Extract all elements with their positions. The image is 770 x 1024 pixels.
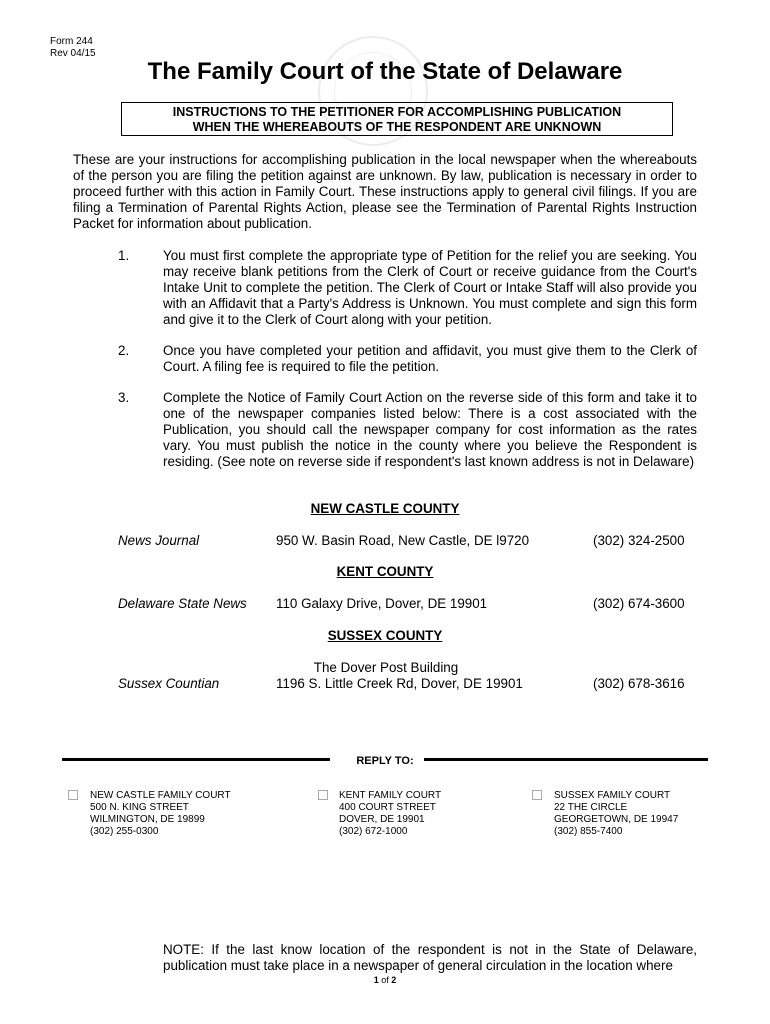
newspaper-name: Sussex Countian bbox=[118, 676, 220, 691]
instructions-heading-line1: INSTRUCTIONS TO THE PETITIONER FOR ACCOMPLISHING PUBLICATION bbox=[172, 105, 622, 119]
court-name: KENT FAMILY COURT bbox=[339, 790, 442, 801]
court-phone: (302) 855-7400 bbox=[554, 826, 623, 837]
newspaper-phone: (302) 324-2500 bbox=[593, 533, 685, 548]
instructions-heading-box bbox=[121, 102, 673, 136]
newspaper-phone: (302) 674-3600 bbox=[593, 596, 685, 611]
page-separator: of bbox=[381, 975, 389, 985]
court-street: 400 COURT STREET bbox=[339, 802, 436, 813]
court-address-block bbox=[339, 790, 441, 838]
court-phone: (302) 255-0300 bbox=[90, 826, 159, 837]
court-phone: (302) 672-1000 bbox=[339, 826, 408, 837]
court-street: 500 N. KING STREET bbox=[90, 802, 189, 813]
reply-to-label: REPLY TO: bbox=[356, 755, 414, 767]
form-meta bbox=[50, 36, 96, 60]
intro-paragraph: These are your instructions for accomplishing publication in the local newspaper when the whereabouts of the person you are filing the petition against are unknown. By law, publication is necessary in order to proceed further with this action in Family Court. These instructions apply to general civil filings. If you are filing a Termination of Parental Rights Action, please see the Termination of Parental Rights Instruction Packet for information about publication. bbox=[73, 152, 697, 231]
court-address-block bbox=[554, 790, 678, 838]
step-number: 2. bbox=[118, 343, 130, 358]
newspaper-phone: (302) 678-3616 bbox=[593, 676, 685, 691]
step-number: 3. bbox=[118, 390, 130, 405]
newspaper-name: News Journal bbox=[118, 533, 200, 548]
court-street: 22 THE CIRCLE bbox=[554, 802, 628, 813]
page-title: The Family Court of the State of Delaware bbox=[147, 58, 623, 85]
step-text: Once you have completed your petition and affidavit, you must give them to the Clerk of Court. A filing fee is required to file the petition. bbox=[163, 343, 697, 374]
instructions-heading-line2: WHEN THE WHEREABOUTS OF THE RESPONDENT ARE UNKNOWN bbox=[192, 120, 602, 134]
newspaper-address-line1: The Dover Post Building bbox=[313, 660, 459, 675]
court-city: GEORGETOWN, DE 19947 bbox=[554, 814, 679, 825]
county-heading: KENT COUNTY bbox=[336, 564, 434, 579]
page-total: 2 bbox=[391, 975, 397, 985]
court-city: DOVER, DE 19901 bbox=[339, 814, 425, 825]
court-address-block bbox=[90, 790, 231, 838]
divider-right bbox=[424, 758, 708, 761]
form-number: Form 244 bbox=[50, 36, 93, 47]
newspaper-address: 950 W. Basin Road, New Castle, DE l9720 bbox=[276, 533, 530, 548]
page-number bbox=[0, 975, 770, 985]
court-city: WILMINGTON, DE 19899 bbox=[90, 814, 205, 825]
page-current: 1 bbox=[373, 975, 379, 985]
court-name: SUSSEX FAMILY COURT bbox=[554, 790, 671, 801]
step-number: 1. bbox=[118, 248, 130, 263]
court-checkbox[interactable] bbox=[68, 790, 78, 800]
court-name: NEW CASTLE FAMILY COURT bbox=[90, 790, 231, 801]
county-heading: NEW CASTLE COUNTY bbox=[310, 501, 460, 516]
step-text: You must first complete the appropriate type of Petition for the relief you are seeking. You may receive blank petitions from the Clerk of Court or receive guidance from the Court's Intake Unit to complete the petition. The Clerk of Court or Intake Staff will also provide you with an Affidavit that a Party's Address is Unknown. You must complete and sign this form and give it to the Clerk of Court along with your petition. bbox=[163, 248, 697, 327]
newspaper-address: 110 Galaxy Drive, Dover, DE 19901 bbox=[276, 596, 488, 611]
court-checkbox[interactable] bbox=[532, 790, 542, 800]
court-checkbox[interactable] bbox=[318, 790, 328, 800]
step-text: Complete the Notice of Family Court Action on the reverse side of this form and take it to one of the newspaper companies listed below: There is a cost associated with the Publication, you should call the newspaper company for cost information as the rates vary. You must publish the notice in the county where you believe the Respondent is residing. (See note on reverse side if respondent's last known address is not in Delaware) bbox=[163, 390, 697, 469]
form-revision: Rev 04/15 bbox=[50, 48, 96, 59]
newspaper-address: 1196 S. Little Creek Rd, Dover, DE 19901 bbox=[276, 676, 523, 691]
county-heading: SUSSEX COUNTY bbox=[327, 628, 443, 643]
note-paragraph: NOTE: If the last know location of the respondent is not in the State of Delaware, publication must take place in a newspaper of general circulation in the location where bbox=[163, 942, 697, 973]
newspaper-name: Delaware State News bbox=[118, 596, 247, 611]
